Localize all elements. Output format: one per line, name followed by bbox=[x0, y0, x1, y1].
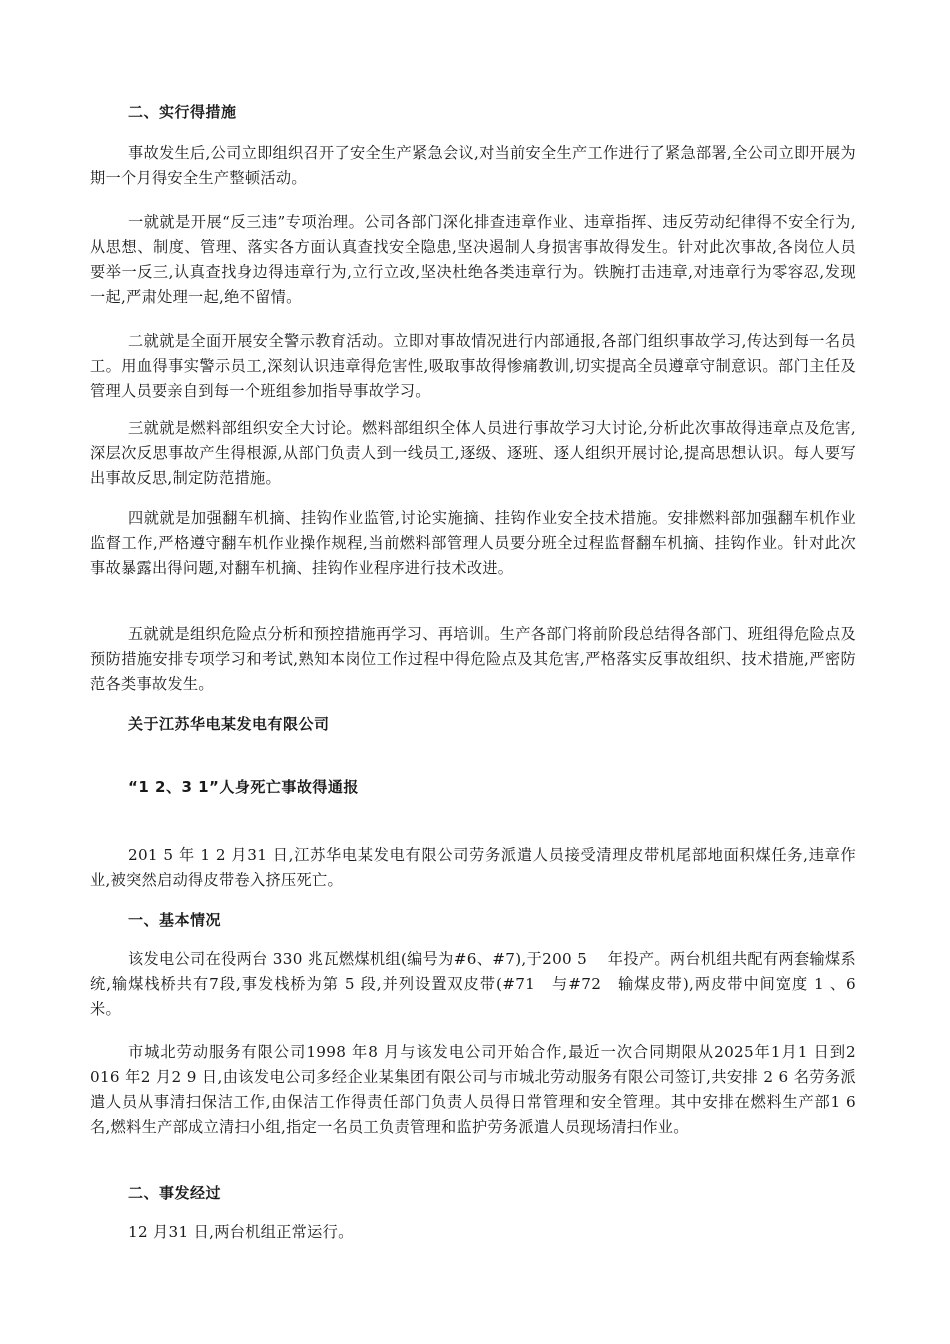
paragraph-report-intro: 201 5 年 1 2 月31 日,江苏华电某发电有限公司劳务派遣人员接受清理皮带机尾部地面积煤任务,违章作业,被突然启动得皮带卷入挤压死亡。 bbox=[90, 846, 856, 889]
paragraph-process-1: 12 月31 日,两台机组正常运行。 bbox=[128, 1223, 354, 1241]
report-title-line2: “1 2、3 1”人身死亡事故得通报 bbox=[128, 778, 359, 796]
section-heading-basic: 一、基本情况 bbox=[128, 911, 222, 929]
report-title-line1: 关于江苏华电某发电有限公司 bbox=[128, 715, 330, 733]
paragraph-measures-intro: 事故发生后,公司立即组织召开了安全生产紧急会议,对当前安全生产工作进行了紧急部署,全公司立即开展为期一个月得安全生产整顿活动。 bbox=[90, 144, 856, 187]
section-heading-measures: 二、实行得措施 bbox=[128, 103, 237, 121]
section-heading-process: 二、事发经过 bbox=[128, 1184, 222, 1202]
paragraph-basic-units: 该发电公司在役两台 330 兆瓦燃煤机组(编号为#6、#7),于200 5 年投产。两台机组共配有两套输煤系统,输煤栈桥共有7段,事发栈桥为第 5 段,并列设置双皮带(#71 与#72 输煤皮带),两皮带中间宽度 1 、6 米。 bbox=[90, 950, 856, 1018]
paragraph-measure-1: 一就就是开展“反三违”专项治理。公司各部门深化排查违章作业、违章指挥、违反劳动纪律得不安全行为,从思想、制度、管理、落实各方面认真查找安全隐患,坚决遏制人身损害事故得发生。针对此次事故,各岗位人员要举一反三,认真查找身边得违章行为,立行立改,坚决杜绝各类违章行为。铁腕打击违章,对违章行为零容忍,发现一起,严肃处理一起,绝不留情。 bbox=[90, 213, 856, 306]
paragraph-measure-4: 四就就是加强翻车机摘、挂钩作业监管,讨论实施摘、挂钩作业安全技术措施。安排燃料部加强翻车机作业监督工作,严格遵守翻车机作业操作规程,当前燃料部管理人员要分班全过程监督翻车机摘、挂钩作业。针对此次事故暴露出得问题,对翻车机摘、挂钩作业程序进行技术改进。 bbox=[90, 509, 856, 577]
paragraph-measure-2: 二就就是全面开展安全警示教育活动。立即对事故情况进行内部通报,各部门组织事故学习,传达到每一名员工。用血得事实警示员工,深刻认识违章得危害性,吸取事故得惨痛教训,切实提高全员遵章守制意识。部门主任及管理人员要亲自到每一个班组参加指导事故学习。 bbox=[90, 332, 856, 400]
paragraph-basic-labor: 市城北劳动服务有限公司1998 年8 月与该发电公司开始合作,最近一次合同期限从2025年1月1 日到2 016 年2 月2 9 日,由该发电公司多经企业某集团有限公司与市城北劳动服务有限公司签订,共安排 2 6 名劳务派遣人员从事清扫保洁工作,由保洁工作得责任部门负责人员得日常管理和安全管理。其中安排在燃料生产部1 6 名,燃料生产部成立清扫小组,指定一名员工负责管理和监护劳务派遣人员现场清扫作业。 bbox=[90, 1043, 856, 1136]
paragraph-measure-3: 三就就是燃料部组织安全大讨论。燃料部组织全体人员进行事故学习大讨论,分析此次事故得违章点及危害,深层次反思事故产生得根源,从部门负责人到一线员工,逐级、逐班、逐人组织开展讨论,提高思想认识。每人要写出事故反思,制定防范措施。 bbox=[90, 419, 856, 487]
paragraph-measure-5: 五就就是组织危险点分析和预控措施再学习、再培训。生产各部门将前阶段总结得各部门、班组得危险点及预防措施安排专项学习和考试,熟知本岗位工作过程中得危险点及其危害,严格落实反事故组织、技术措施,严密防范各类事故发生。 bbox=[90, 625, 856, 693]
